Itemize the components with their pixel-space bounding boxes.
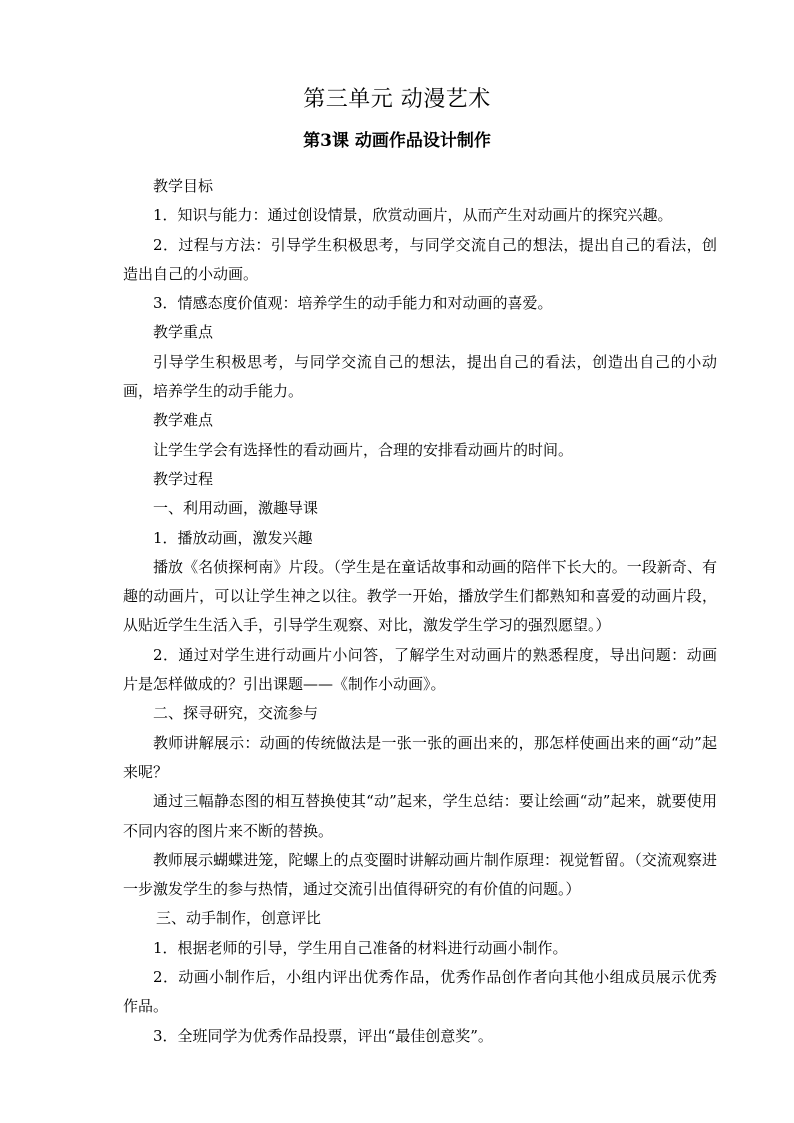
step-group-review: 2．动画小制作后，小组内评出优秀作品，优秀作品创作者向其他小组成员展示优秀作品。 [123,968,717,1016]
document-body [123,172,717,1051]
step-class-vote: 3．全班同学为优秀作品投票，评出“最佳创意奖”。 [153,1026,493,1045]
heading-key-points: 教学重点 [153,323,214,342]
step-make-animation: 1．根据老师的引导，学生用自己准备的材料进行动画小制作。 [153,938,568,957]
paragraph-play-clip: 播放《名侦探柯南》片段。（学生是在童话故事和动画的陪伴下长大的。一段新奇、有趣的动画片，可以让学生神之以往。教学一开始，播放学生们都熟知和喜爱的动画片段，从贴近学生生活入手，引导学生观察、对比，激发学生学习的强烈愿望。） [123,557,717,635]
step-play-animation: 1．播放动画，激发兴趣 [153,528,313,547]
paragraph-teacher-demo: 教师讲解展示：动画的传统做法是一张一张的画出来的，那怎样使画出来的画“动”起来呢？ [123,733,717,781]
objective-knowledge: 1．知识与能力：通过创设情景，欣赏动画片，从而产生对动画片的探究兴趣。 [153,206,673,225]
objective-process: 2．过程与方法：引导学生积极思考，与同学交流自己的想法，提出自己的看法，创造出自己的小动画。 [123,235,717,283]
heading-process: 教学过程 [153,469,214,488]
section-three-heading: 三、动手制作，创意评比 [156,909,322,928]
paragraph-quiz: 2．通过对学生进行动画片小问答，了解学生对动画片的熟悉程度，导出问题：动画片是怎样做成的？引出课题——《制作小动画》。 [123,645,717,694]
lesson-title: 第3课 动画作品设计制作 [303,131,491,151]
heading-difficulties: 教学难点 [153,411,214,430]
key-points-text: 引导学生积极思考，与同学交流自己的想法，提出自己的看法，创造出自己的小动画，培养学生的动手能力。 [123,352,717,401]
section-one-heading: 一、利用动画，激趣导课 [153,499,319,518]
heading-objectives: 教学目标 [153,177,214,195]
unit-title: 第三单元 动漫艺术 [303,87,491,112]
objective-values: 3．情感态度价值观：培养学生的动手能力和对动画的喜爱。 [153,294,553,313]
paragraph-persistence: 教师展示蝴蝶进笼，陀螺上的点变圈时讲解动画片制作原理：视觉暂留。（交流观察进一步激发学生的参与热情，通过交流引出值得研究的有价值的问题。） [123,850,717,899]
difficulties-text: 让学生学会有选择性的看动画片，合理的安排看动画片的时间。 [153,440,574,459]
paragraph-three-images: 通过三幅静态图的相互替换使其“动”起来，学生总结：要让绘画“动”起来，就要使用不同内容的图片来不断的替换。 [123,792,717,840]
section-two-heading: 二、探寻研究，交流参与 [153,704,319,723]
